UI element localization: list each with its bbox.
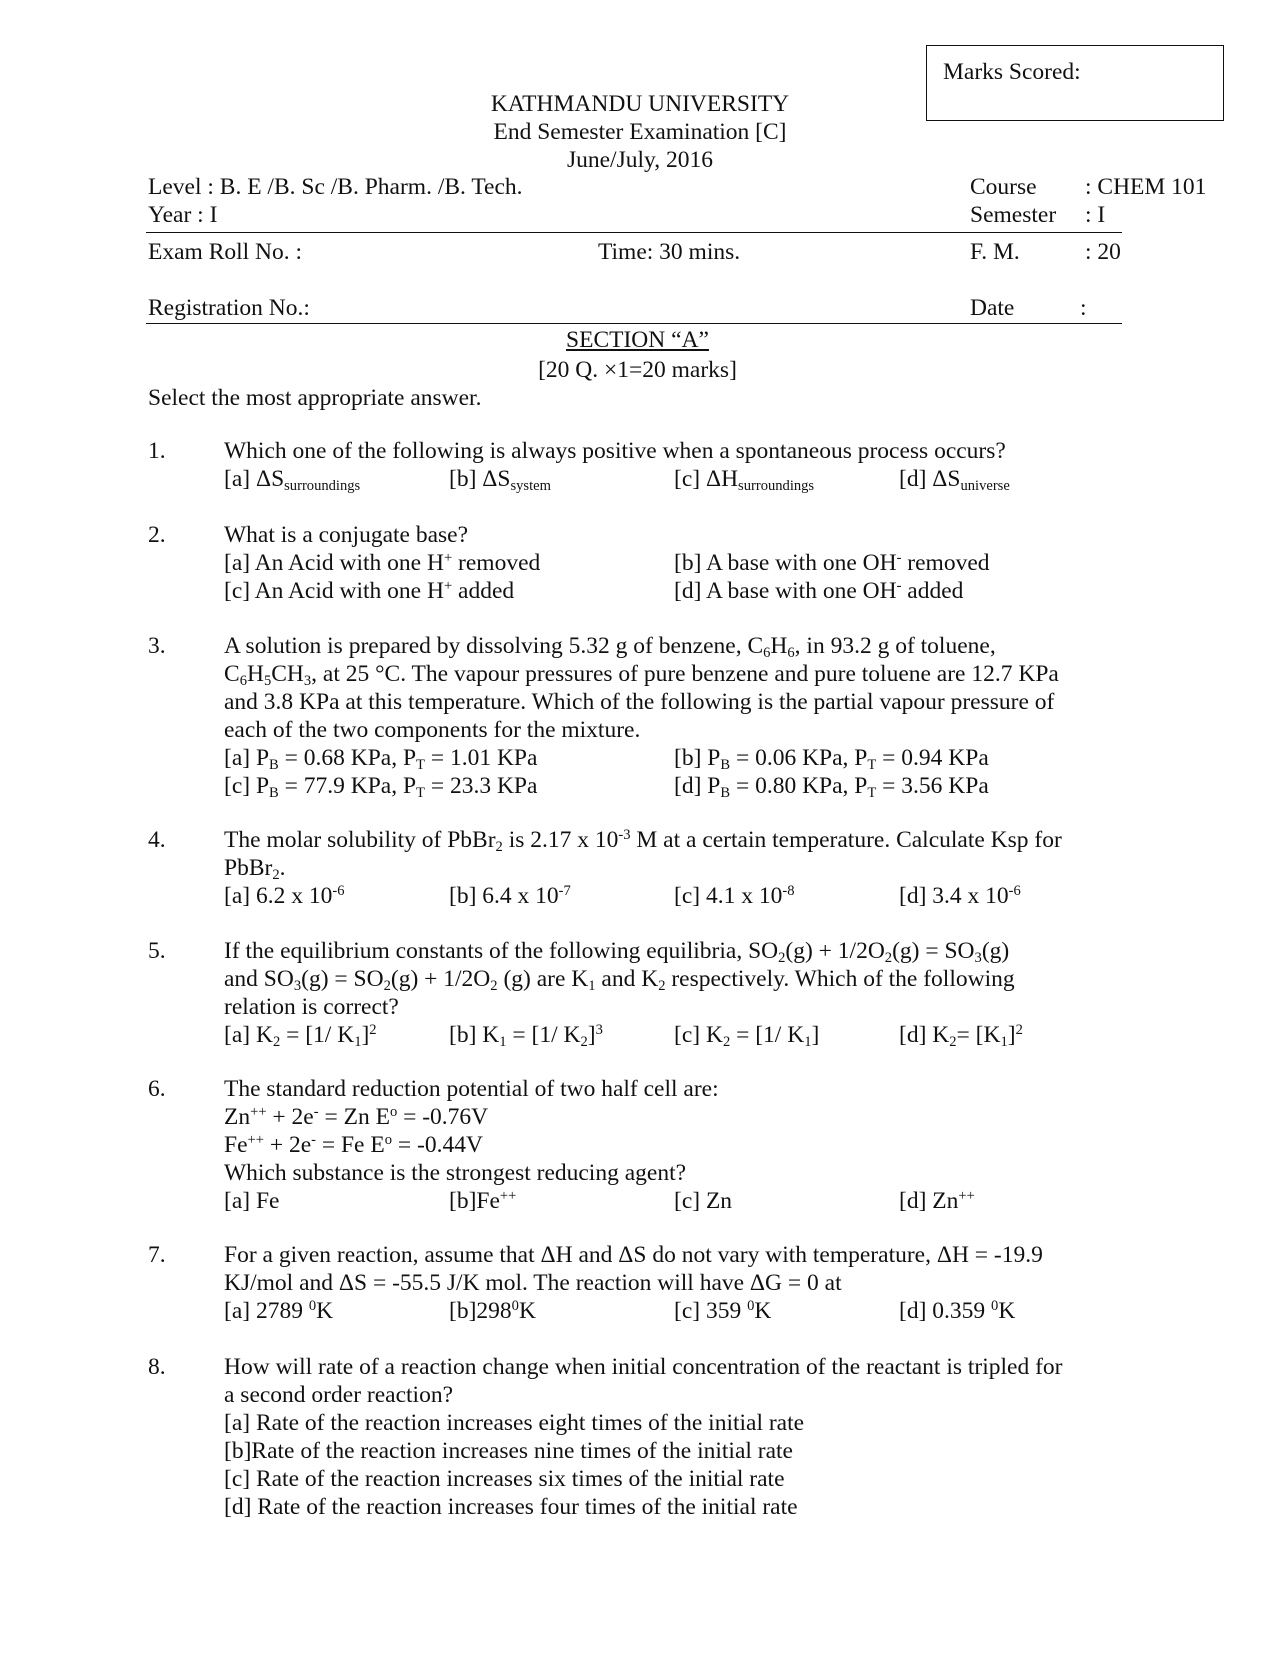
fm-value: : 20 [1085, 239, 1121, 265]
date-value: : [1080, 295, 1087, 321]
q1-text: Which one of the following is always positive when a spontaneous process occurs? [224, 438, 1006, 464]
q5-option-a: [a] $K_2 = [1/$ $K_1]^2$ [224, 1022, 377, 1051]
course-label: Course [970, 174, 1037, 200]
q5-text-line-3: relation is correct? [224, 994, 399, 1020]
instruction: Select the most appropriate answer. [148, 385, 482, 411]
q1-option-d: [d] $\Delta S_{universe}$ [899, 466, 1010, 495]
q5-option-c: [c] $K_2 = [1/$ $K_1$] [674, 1022, 820, 1051]
q3-option-b: [b] $P_B = 0.06$ KPa, $P_T = 0.94$ KPa [674, 745, 989, 774]
q6-number: 6. [148, 1076, 166, 1102]
q4-number: 4. [148, 827, 166, 853]
section-marks: [20 Q. ×1=20 marks] [538, 357, 737, 383]
year-line: Year : I [148, 202, 218, 228]
q5-number: 5. [148, 938, 166, 964]
q7-option-d: [d] 0.359 $^0$K [899, 1298, 1016, 1324]
q5-option-d: [d] $K_2= [K_1]^2$ [899, 1022, 1023, 1051]
q4-text-line-1: The molar solubility of PbBr$_2$ is 2.17 x $10^{-3}$ M at a certain temperature. Calculate Ksp for [224, 827, 1062, 856]
registration-label: Registration No.: [148, 295, 310, 321]
q4-option-c: [c] 4.1 x $10^{-8}$ [674, 883, 795, 909]
q6-text-line-4: Which substance is the strongest reducing agent? [224, 1160, 687, 1186]
time-label: Time: 30 mins. [598, 239, 741, 265]
q3-option-a: [a] $P_B = 0.68$ KPa, $P_T = 1.01$ KPa [224, 745, 538, 774]
section-title: SECTION “A” [566, 327, 709, 353]
q7-text-line-1: For a given reaction, assume that ΔH and ΔS do not vary with temperature, ΔH = -19.9 [224, 1242, 1043, 1268]
q3-number: 3. [148, 633, 166, 659]
q2-option-d: [d] A base with one OH- added [674, 578, 964, 604]
semester-value: : I [1085, 202, 1106, 228]
q3-option-c: [c] $P_B = 77.9$ KPa, $P_T = 23.3$ KPa [224, 773, 538, 802]
q7-text-line-2: KJ/mol and ΔS = -55.5 J/K mol. The reaction will have ΔG = 0 at [224, 1270, 842, 1296]
q3-text-line-3: and 3.8 KPa at this temperature. Which of the following is the partial vapour pressure of [224, 689, 1055, 715]
q1-number: 1. [148, 438, 166, 464]
q8-text-line-1: How will rate of a reaction change when initial concentration of the reactant is tripled for [224, 1354, 1063, 1380]
q4-text-line-2: PbBr$_2$. [224, 855, 286, 884]
course-value: : CHEM 101 [1085, 174, 1207, 200]
divider-top [146, 232, 1122, 233]
q5-text-line-1: If the equilibrium constants of the following equilibria, $SO_2(g) + 1/2O_2(g) = SO_3(g)$ [224, 938, 1010, 967]
marks-scored-label: Marks Scored: [943, 59, 1081, 85]
q4-option-b: [b] 6.4 x $10^{-7}$ [449, 883, 571, 909]
q2-number: 2. [148, 522, 166, 548]
q3-text-line-2: $C_6H_5CH_3$, at 25 °C. The vapour pressures of pure benzene and pure toluene are 12.7 KPa [224, 661, 1059, 690]
university-name: KATHMANDU UNIVERSITY [490, 91, 790, 117]
q3-text-line-1: A solution is prepared by dissolving 5.32 g of benzene, $C_6H_6$, in 93.2 g of toluene, [224, 633, 996, 662]
exam-session: June/July, 2016 [566, 147, 713, 173]
q6-text-line-2: Zn++ + 2e- = Zn $E^o = -0.76V$ [224, 1104, 489, 1130]
q7-option-c: [c] 359 $^0$K [674, 1298, 772, 1324]
q3-option-d: [d] $P_B = 0.80$ KPa, $P_T = 3.56$ KPa [674, 773, 989, 802]
q7-option-a: [a] 2789 $^0$K [224, 1298, 334, 1324]
q2-option-b: [b] A base with one OH- removed [674, 550, 990, 576]
q6-option-a: [a] Fe [224, 1188, 280, 1214]
q1-option-b: [b] $\Delta S_{system}$ [449, 466, 551, 495]
q1-option-a: [a] $\Delta S_{surroundings}$ [224, 466, 361, 495]
q6-option-c: [c] Zn [674, 1188, 733, 1214]
semester-label: Semester [970, 202, 1057, 228]
q8-option-d: [d] Rate of the reaction increases four times of the initial rate [224, 1494, 798, 1520]
q7-option-b: $[b]298^0K$ [449, 1298, 536, 1324]
q6-text-line-1: The standard reduction potential of two half cell are: [224, 1076, 719, 1102]
q8-option-b: [b]Rate of the reaction increases nine times of the initial rate [224, 1438, 793, 1464]
q6-option-d: [d] Zn++ [899, 1188, 975, 1214]
q5-text-line-2: and $SO_3(g) = SO_2(g) + 1/2O_2$ (g) are $K_1$ and $K_2$ respectively. Which of the following [224, 966, 1015, 995]
q8-option-a: [a] Rate of the reaction increases eight times of the initial rate [224, 1410, 805, 1436]
q2-option-c: [c] An Acid with one H+ added [224, 578, 515, 604]
divider-bottom [146, 323, 1122, 324]
q1-option-c: [c] $\Delta H_{surroundings}$ [674, 466, 815, 495]
q3-text-line-4: each of the two components for the mixture. [224, 717, 641, 743]
level-line: Level : B. E /B. Sc /B. Pharm. /B. Tech. [148, 174, 523, 200]
q2-option-a: [a] An Acid with one H+ removed [224, 550, 541, 576]
date-label: Date [970, 295, 1015, 321]
q4-option-d: [d] 3.4 x $10^{-6}$ [899, 883, 1021, 909]
q2-text: What is a conjugate base? [224, 522, 469, 548]
fm-label: F. M. [970, 239, 1020, 265]
q5-option-b: [b] $K_1 = [1/$ $K_2]^3$ [449, 1022, 603, 1051]
q8-number: 8. [148, 1354, 166, 1380]
exam-roll-label: Exam Roll No. : [148, 239, 303, 265]
q8-text-line-2: a second order reaction? [224, 1382, 453, 1408]
q7-number: 7. [148, 1242, 166, 1268]
q6-option-b: [b]Fe++ [449, 1188, 517, 1214]
q8-option-c: [c] Rate of the reaction increases six times of the initial rate [224, 1466, 785, 1492]
exam-title: End Semester Examination [C] [493, 119, 787, 145]
q6-text-line-3: Fe++ + 2e- = Fe $E^o = -0.44V$ [224, 1132, 483, 1158]
q4-option-a: [a] 6.2 x $10^{-6}$ [224, 883, 345, 909]
